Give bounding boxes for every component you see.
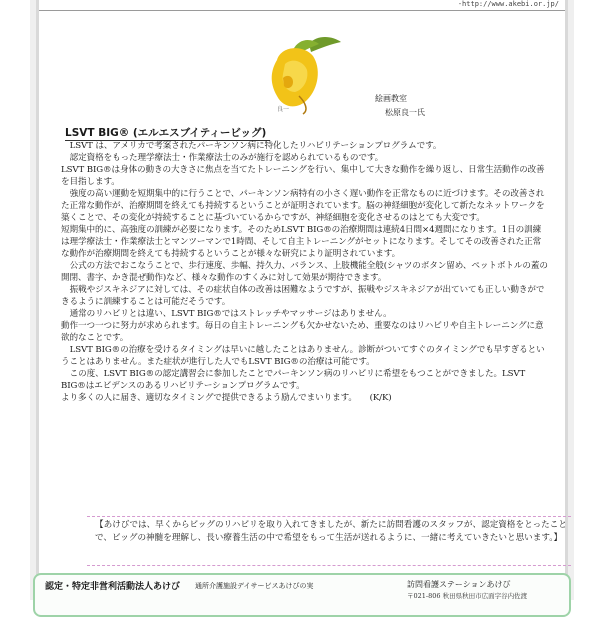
illustration-signature: 良一 bbox=[277, 106, 290, 113]
footer-organization: 認定・特定非営利活動法人あけび bbox=[45, 582, 181, 592]
article-paragraph: 動作一つ一つに努力が求められます。毎日の自主トレーニングも欠かせないため、重要なのはリハビリや自主トレーニングに意欲的なことです。 bbox=[61, 321, 544, 343]
article-paragraph: この度、LSVT BIG®の認定講習会に参加したことでパーキンソン病のリハビリに希望をもつことができました。LSVT BIG®はエビデンスのあるリハビリテーションプログラムです。 bbox=[61, 369, 526, 391]
article-paragraph: LSVT BIG®は身体の動きの大きさに焦点を当てたトレーニングを行い、集中して大きな動作を繰り返し、日常生活動作の改善を目指します。 bbox=[61, 165, 545, 187]
header-strip bbox=[39, 0, 565, 11]
article-paragraph: 振戦やジスキネジアに対しては、その症状自体の改善は困難なようですが、振戦やジスキネジアが出ていても正しい動きができるように訓練することは可能だそうです。 bbox=[61, 285, 545, 307]
footer-facility: 通所介護施設デイサービスあけびの実 bbox=[195, 582, 314, 590]
footer-station: 訪問看護ステーションあけび bbox=[407, 580, 511, 589]
article-paragraph: 短期集中的に、高強度の訓練が必要になります。そのためLSVT BIG®の治療期間は連続4日間×4週間になります。1日の訓練は理学療法士・作業療法士とマンツーマンで1時間、そして自主トレーニングがセットになります。そしてその改善された正常な動作が治療期間を終えても持続するということが様々な研究により証明されています。 bbox=[61, 225, 542, 259]
newsletter-page bbox=[36, 0, 568, 600]
footer-contact-box bbox=[33, 573, 571, 617]
article-title: LSVT BIG® (エルエスブイティービッグ) bbox=[65, 125, 270, 141]
article-paragraph: より多くの人に届き、適切なタイミングで提供できるよう励んでまいります。 (K/K) bbox=[61, 393, 392, 403]
akebi-note-box: 【あけびでは、早くからビッグのリハビリを取り入れてきましたが、新たに訪問看護のスタッフが、認定資格をとったことで、ビッグの神髄を理解し、長い療養生活の中で希望をもって生活が送れるように、一緒に考えていきたいと思います。】 bbox=[87, 516, 571, 566]
article-paragraph: 強度の高い運動を短期集中的に行うことで、パーキンソン病特有の小さく遅い動作を正常なものに近づけます。その改善された正常な動作が、治療期間を終えても持続するということが証明されています。脳の神経細胞が変化して新たなネットワークを築くことで、その変化が持続することに基づいているからですが、神経細胞を変化させるのはとても大変です。 bbox=[61, 189, 545, 223]
article-paragraph: LSVT BIG®の治療を受けるタイミングは早いに越したことはありません。診断がついてすぐのタイミングでも早すぎるということはありません。また症状が進行した人でもLSVT BIG®の治療は可能です。 bbox=[61, 345, 545, 367]
article-paragraph: LSVT は、アメリカで考案されたパーキンソン病に特化したリハビリテーションプログラムです。 bbox=[69, 141, 442, 151]
footer-address: 〒021-806 秋田県秋田市広面字谷内佐渡 bbox=[407, 592, 528, 600]
article-paragraph: 通常のリハビリとは違い、LSVT BIG®ではストレッチやマッサージはありません。 bbox=[69, 309, 392, 319]
article-paragraph: 公式の方法でおこなうことで、歩行速度、歩幅、持久力、バランス、上肢機能全般(シャツのボタン留め、ペットボトルの蓋の開閉、書字、かき混ぜ動作)など、様々な動作のすくみに対して効果が期待できます。 bbox=[61, 261, 548, 283]
flower-illustration bbox=[247, 30, 347, 116]
article-paragraph: 認定資格をもった理学療法士・作業療法士のみが施行を認められているものです。 bbox=[69, 153, 384, 163]
header-url[interactable]: -http://www.akebi.or.jp/ bbox=[457, 0, 559, 8]
artist-name: 松原良一氏 bbox=[385, 108, 425, 117]
article-body bbox=[61, 140, 549, 404]
artist-role: 絵画教室 bbox=[375, 94, 407, 103]
